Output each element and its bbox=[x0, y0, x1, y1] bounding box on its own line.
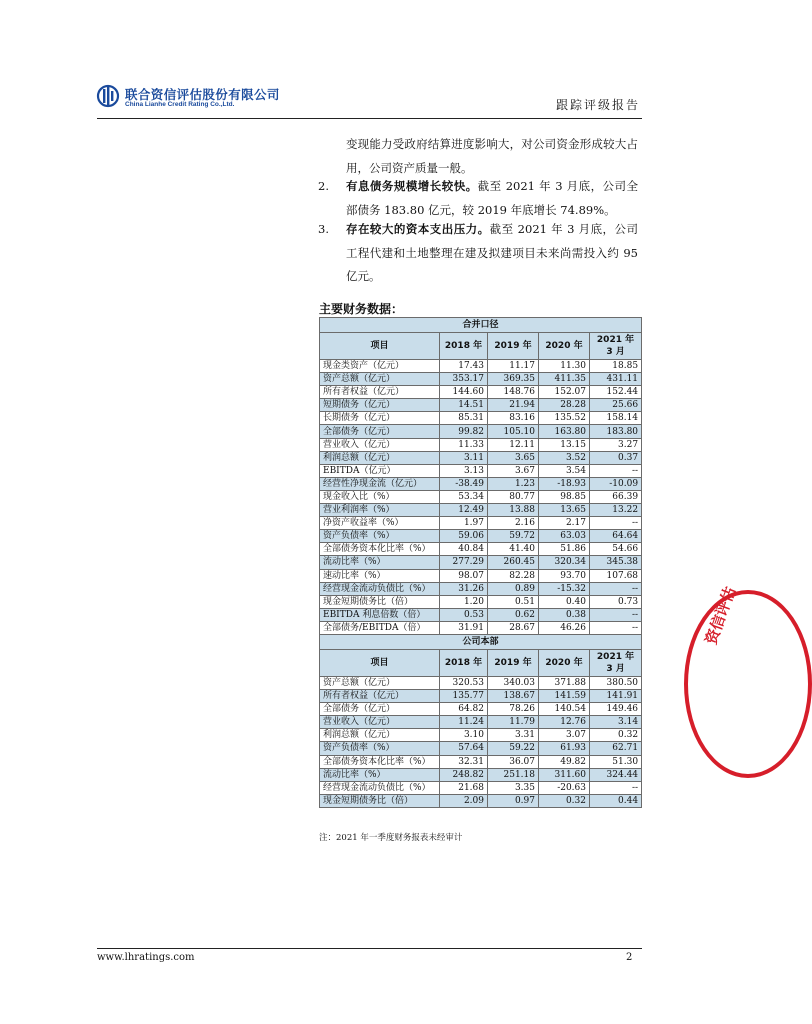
cell-value: 0.38 bbox=[539, 608, 590, 621]
table-row bbox=[320, 556, 642, 569]
row-label: 现金短期债务比（倍） bbox=[320, 794, 440, 807]
cell-value: 28.28 bbox=[539, 399, 590, 412]
company-seal bbox=[684, 590, 812, 778]
cell-value: 340.03 bbox=[488, 676, 539, 689]
cell-value: 311.60 bbox=[539, 768, 590, 781]
cell-value: 11.79 bbox=[488, 716, 539, 729]
row-label: 全部债务/EBITDA（倍） bbox=[320, 621, 440, 634]
cell-value: 141.59 bbox=[539, 690, 590, 703]
table-row bbox=[320, 595, 642, 608]
cell-value: 13.88 bbox=[488, 504, 539, 517]
cell-value: 1.20 bbox=[440, 595, 488, 608]
row-label: 营业收入（亿元） bbox=[320, 438, 440, 451]
cell-value: 13.15 bbox=[539, 438, 590, 451]
table-row bbox=[320, 703, 642, 716]
row-label: 全部债务（亿元） bbox=[320, 703, 440, 716]
cell-value: 0.32 bbox=[539, 794, 590, 807]
cell-value: 12.11 bbox=[488, 438, 539, 451]
cell-value: 345.38 bbox=[590, 556, 642, 569]
cell-value: 83.16 bbox=[488, 412, 539, 425]
table-column-header bbox=[320, 333, 642, 360]
cell-value: 248.82 bbox=[440, 768, 488, 781]
table-row bbox=[320, 569, 642, 582]
table-row bbox=[320, 373, 642, 386]
cell-value: 324.44 bbox=[590, 768, 642, 781]
cell-value: 2.09 bbox=[440, 794, 488, 807]
cell-value: -38.49 bbox=[440, 477, 488, 490]
cell-value: 11.17 bbox=[488, 360, 539, 373]
cell-value: 149.46 bbox=[590, 703, 642, 716]
cell-value: 320.53 bbox=[440, 676, 488, 689]
cell-value: 12.49 bbox=[440, 504, 488, 517]
cell-value: 63.03 bbox=[539, 530, 590, 543]
cell-value: 51.30 bbox=[590, 755, 642, 768]
cell-value: 18.85 bbox=[590, 360, 642, 373]
cell-value: 36.07 bbox=[488, 755, 539, 768]
table-row bbox=[320, 412, 642, 425]
cell-value: 411.35 bbox=[539, 373, 590, 386]
cell-value: -- bbox=[590, 621, 642, 634]
cell-value: 371.88 bbox=[539, 676, 590, 689]
cell-value: 78.26 bbox=[488, 703, 539, 716]
cell-value: 369.35 bbox=[488, 373, 539, 386]
cell-value: 141.91 bbox=[590, 690, 642, 703]
footer-rule bbox=[97, 948, 642, 949]
row-label: 资产总额（亿元） bbox=[320, 676, 440, 689]
cell-value: 41.40 bbox=[488, 543, 539, 556]
row-label: 所有者权益（亿元） bbox=[320, 386, 440, 399]
cell-value: 0.44 bbox=[590, 794, 642, 807]
row-label: 利润总额（亿元） bbox=[320, 451, 440, 464]
cell-value: -20.63 bbox=[539, 781, 590, 794]
cell-value: 64.82 bbox=[440, 703, 488, 716]
cell-value: 158.14 bbox=[590, 412, 642, 425]
cell-value: 82.28 bbox=[488, 569, 539, 582]
cell-value: 3.13 bbox=[440, 464, 488, 477]
table-row bbox=[320, 490, 642, 503]
row-label: 利润总额（亿元） bbox=[320, 729, 440, 742]
row-label: 资产总额（亿元） bbox=[320, 373, 440, 386]
cell-value: 0.37 bbox=[590, 451, 642, 464]
cell-value: 0.32 bbox=[590, 729, 642, 742]
page-header bbox=[97, 84, 642, 118]
row-label: 现金短期债务比（倍） bbox=[320, 595, 440, 608]
row-label: 流动比率（%） bbox=[320, 556, 440, 569]
intro-continuation: 变现能力受政府结算进度影响大，对公司资金形成较大占用，公司资产质量一般。 bbox=[346, 137, 638, 175]
cell-value: 0.73 bbox=[590, 595, 642, 608]
table-row bbox=[320, 477, 642, 490]
cell-value: 32.31 bbox=[440, 755, 488, 768]
cell-value: 14.51 bbox=[440, 399, 488, 412]
row-label: 现金收入比（%） bbox=[320, 490, 440, 503]
cell-value: 152.07 bbox=[539, 386, 590, 399]
cell-value: 11.30 bbox=[539, 360, 590, 373]
item-number: 2. bbox=[318, 179, 329, 193]
cell-value: 0.40 bbox=[539, 595, 590, 608]
cell-value: 260.45 bbox=[488, 556, 539, 569]
cell-value: 148.76 bbox=[488, 386, 539, 399]
row-label: 速动比率（%） bbox=[320, 569, 440, 582]
cell-value: 57.64 bbox=[440, 742, 488, 755]
cell-value: 11.33 bbox=[440, 438, 488, 451]
table-section-header bbox=[320, 318, 642, 333]
cell-value: 28.67 bbox=[488, 621, 539, 634]
cell-value: 13.65 bbox=[539, 504, 590, 517]
table-row bbox=[320, 386, 642, 399]
row-label: EBITDA 利息倍数（倍） bbox=[320, 608, 440, 621]
cell-value: 138.67 bbox=[488, 690, 539, 703]
row-label: 经营现金流动负债比（%） bbox=[320, 781, 440, 794]
column-header: 2020 年 bbox=[539, 333, 590, 360]
row-label: 全部债务资本化比率（%） bbox=[320, 755, 440, 768]
row-label: EBITDA（亿元） bbox=[320, 464, 440, 477]
cell-value: -10.09 bbox=[590, 477, 642, 490]
cell-value: 51.86 bbox=[539, 543, 590, 556]
row-label: 资产负债率（%） bbox=[320, 742, 440, 755]
cell-value: 2.16 bbox=[488, 517, 539, 530]
table-row bbox=[320, 608, 642, 621]
cell-value: 251.18 bbox=[488, 768, 539, 781]
row-label: 净资产收益率（%） bbox=[320, 517, 440, 530]
column-header: 项目 bbox=[320, 649, 440, 676]
row-label: 所有者权益（亿元） bbox=[320, 690, 440, 703]
risk-item-debt bbox=[346, 175, 638, 222]
cell-value: 3.67 bbox=[488, 464, 539, 477]
footer-url: www.lhratings.com bbox=[97, 952, 195, 963]
row-label: 全部债务资本化比率（%） bbox=[320, 543, 440, 556]
lianhe-logo-icon bbox=[97, 84, 119, 108]
cell-value: 17.43 bbox=[440, 360, 488, 373]
cell-value: 59.22 bbox=[488, 742, 539, 755]
item-number: 3. bbox=[318, 222, 329, 236]
table-row bbox=[320, 425, 642, 438]
cell-value: 3.31 bbox=[488, 729, 539, 742]
cell-value: 105.10 bbox=[488, 425, 539, 438]
cell-value: 25.66 bbox=[590, 399, 642, 412]
column-header: 2021 年 3 月 bbox=[590, 333, 642, 360]
row-label: 经营现金流动负债比（%） bbox=[320, 582, 440, 595]
financial-data-table bbox=[319, 317, 642, 808]
row-label: 长期债务（亿元） bbox=[320, 412, 440, 425]
table-row bbox=[320, 676, 642, 689]
cell-value: 66.39 bbox=[590, 490, 642, 503]
table-row bbox=[320, 530, 642, 543]
table-row bbox=[320, 438, 642, 451]
cell-value: 277.29 bbox=[440, 556, 488, 569]
row-label: 资产负债率（%） bbox=[320, 530, 440, 543]
row-label: 全部债务（亿元） bbox=[320, 425, 440, 438]
cell-value: 64.64 bbox=[590, 530, 642, 543]
cell-value: 11.24 bbox=[440, 716, 488, 729]
section-title: 公司本部 bbox=[320, 634, 642, 649]
cell-value: 61.93 bbox=[539, 742, 590, 755]
table-row bbox=[320, 690, 642, 703]
table-row bbox=[320, 504, 642, 517]
table-row bbox=[320, 582, 642, 595]
table-row bbox=[320, 742, 642, 755]
cell-value: 98.07 bbox=[440, 569, 488, 582]
cell-value: 3.14 bbox=[590, 716, 642, 729]
company-name-en: China Lianhe Credit Rating Co.,Ltd. bbox=[125, 101, 235, 108]
cell-value: 3.65 bbox=[488, 451, 539, 464]
cell-value: 85.31 bbox=[440, 412, 488, 425]
cell-value: -18.93 bbox=[539, 477, 590, 490]
table-row bbox=[320, 464, 642, 477]
cell-value: 21.68 bbox=[440, 781, 488, 794]
cell-value: 320.34 bbox=[539, 556, 590, 569]
section-title: 合并口径 bbox=[320, 318, 642, 333]
cell-value: -- bbox=[590, 582, 642, 595]
table-row bbox=[320, 716, 642, 729]
table-row bbox=[320, 781, 642, 794]
cell-value: 0.51 bbox=[488, 595, 539, 608]
cell-value: 0.53 bbox=[440, 608, 488, 621]
row-label: 短期债务（亿元） bbox=[320, 399, 440, 412]
row-label: 经营性净现金流（亿元） bbox=[320, 477, 440, 490]
cell-value: 59.06 bbox=[440, 530, 488, 543]
cell-value: 53.34 bbox=[440, 490, 488, 503]
column-header: 2018 年 bbox=[440, 649, 488, 676]
cell-value: 80.77 bbox=[488, 490, 539, 503]
row-label: 营业收入（亿元） bbox=[320, 716, 440, 729]
cell-value: -15.32 bbox=[539, 582, 590, 595]
row-label: 流动比率（%） bbox=[320, 768, 440, 781]
table-section-header bbox=[320, 634, 642, 649]
table-row bbox=[320, 451, 642, 464]
seal-text: 资信评估 bbox=[701, 584, 740, 647]
cell-value: 3.35 bbox=[488, 781, 539, 794]
cell-value: 46.26 bbox=[539, 621, 590, 634]
cell-value: 380.50 bbox=[590, 676, 642, 689]
cell-value: 3.07 bbox=[539, 729, 590, 742]
row-label: 现金类资产（亿元） bbox=[320, 360, 440, 373]
risk-item-heading: 存在较大的资本支出压力。 bbox=[346, 222, 490, 236]
table-row bbox=[320, 755, 642, 768]
column-header: 2019 年 bbox=[488, 333, 539, 360]
cell-value: 54.66 bbox=[590, 543, 642, 556]
risk-item-capex bbox=[346, 218, 638, 289]
table-title: 主要财务数据： bbox=[319, 302, 404, 316]
page-number: 2 bbox=[626, 952, 633, 963]
cell-value: 353.17 bbox=[440, 373, 488, 386]
cell-value: -- bbox=[590, 781, 642, 794]
cell-value: 140.54 bbox=[539, 703, 590, 716]
cell-value: 3.27 bbox=[590, 438, 642, 451]
cell-value: -- bbox=[590, 608, 642, 621]
column-header: 项目 bbox=[320, 333, 440, 360]
table-row bbox=[320, 621, 642, 634]
cell-value: 163.80 bbox=[539, 425, 590, 438]
cell-value: 3.52 bbox=[539, 451, 590, 464]
cell-value: 49.82 bbox=[539, 755, 590, 768]
cell-value: 3.10 bbox=[440, 729, 488, 742]
cell-value: 13.22 bbox=[590, 504, 642, 517]
table-row bbox=[320, 360, 642, 373]
table-row bbox=[320, 729, 642, 742]
cell-value: 59.72 bbox=[488, 530, 539, 543]
cell-value: 0.89 bbox=[488, 582, 539, 595]
report-type: 跟踪评级报告 bbox=[555, 98, 640, 112]
cell-value: 40.84 bbox=[440, 543, 488, 556]
cell-value: 1.23 bbox=[488, 477, 539, 490]
cell-value: 0.97 bbox=[488, 794, 539, 807]
table-row bbox=[320, 517, 642, 530]
cell-value: -- bbox=[590, 464, 642, 477]
cell-value: 107.68 bbox=[590, 569, 642, 582]
table-column-header bbox=[320, 649, 642, 676]
cell-value: 431.11 bbox=[590, 373, 642, 386]
row-label: 营业利润率（%） bbox=[320, 504, 440, 517]
cell-value: -- bbox=[590, 517, 642, 530]
cell-value: 98.85 bbox=[539, 490, 590, 503]
cell-value: 135.52 bbox=[539, 412, 590, 425]
column-header: 2018 年 bbox=[440, 333, 488, 360]
header-rule bbox=[97, 118, 642, 119]
column-header: 2020 年 bbox=[539, 649, 590, 676]
risk-item-text: 截至 2021 年 3 月底，公司工程代建和土地整理在建及拟建项目未来尚需投入约 95 亿元。 bbox=[346, 222, 638, 283]
table-row bbox=[320, 399, 642, 412]
cell-value: 99.82 bbox=[440, 425, 488, 438]
cell-value: 31.91 bbox=[440, 621, 488, 634]
table-row bbox=[320, 768, 642, 781]
risk-item-text: 截至 2021 年 3 月底，公司全部债务 183.80 亿元，较 2019 年底增长 74.89%。 bbox=[346, 179, 638, 217]
cell-value: 31.26 bbox=[440, 582, 488, 595]
risk-item-heading: 有息债务规模增长较快。 bbox=[346, 179, 478, 193]
cell-value: 12.76 bbox=[539, 716, 590, 729]
cell-value: 1.97 bbox=[440, 517, 488, 530]
cell-value: 3.11 bbox=[440, 451, 488, 464]
cell-value: 93.70 bbox=[539, 569, 590, 582]
column-header: 2019 年 bbox=[488, 649, 539, 676]
table-row bbox=[320, 794, 642, 807]
column-header: 2021 年 3 月 bbox=[590, 649, 642, 676]
cell-value: 62.71 bbox=[590, 742, 642, 755]
table-row bbox=[320, 543, 642, 556]
cell-value: 0.62 bbox=[488, 608, 539, 621]
cell-value: 144.60 bbox=[440, 386, 488, 399]
cell-value: 21.94 bbox=[488, 399, 539, 412]
cell-value: 2.17 bbox=[539, 517, 590, 530]
table-note: 注：2021 年一季度财务报表未经审计 bbox=[319, 833, 463, 843]
cell-value: 152.44 bbox=[590, 386, 642, 399]
cell-value: 135.77 bbox=[440, 690, 488, 703]
cell-value: 183.80 bbox=[590, 425, 642, 438]
cell-value: 3.54 bbox=[539, 464, 590, 477]
company-name-cn: 联合资信评估股份有限公司 bbox=[125, 87, 280, 102]
